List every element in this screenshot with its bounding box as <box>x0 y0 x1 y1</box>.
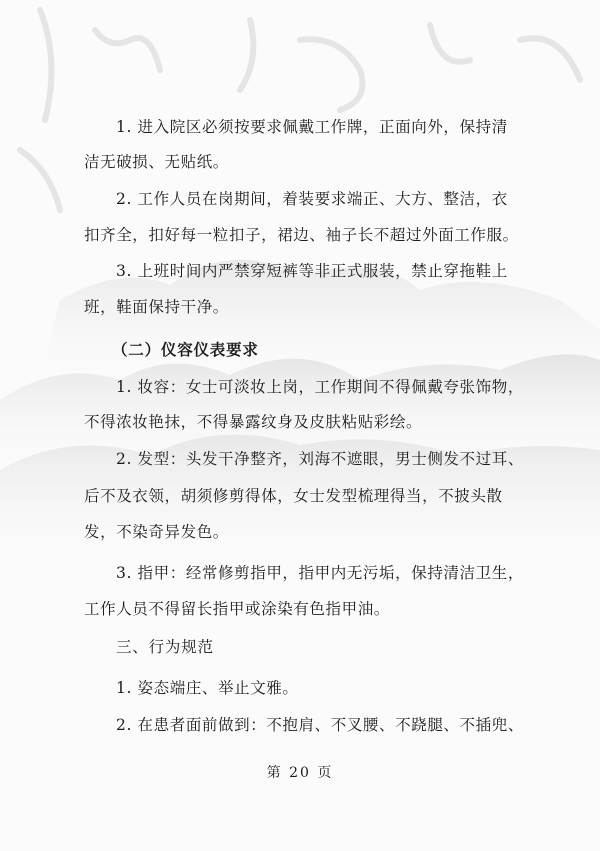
paragraph-line: 工作人员不得留长指甲或涂染有色指甲油。 <box>84 600 390 618</box>
paragraph-line: 2. 工作人员在岗期间，着装要求端正、大方、整洁，衣 <box>116 190 508 208</box>
page-number: 第 20 页 <box>266 765 334 781</box>
paragraph-line: 3. 指甲：经常修剪指甲，指甲内无污垢，保持清洁卫生， <box>116 564 524 582</box>
paragraph-line: 扣齐全，扣好每一粒扣子，裙边、袖子长不超过外面工作服。 <box>84 226 519 244</box>
paragraph-line: 不得浓妆艳抹，不得暴露纹身及皮肤粘贴彩绘。 <box>84 413 423 431</box>
paragraph-line: 发，不染奇异发色。 <box>84 523 229 541</box>
paragraph-line: 班，鞋面保持干净。 <box>84 298 229 316</box>
subheading: （二）仪容仪表要求 <box>112 341 259 359</box>
paragraph-line: 1. 姿态端庄、举止文雅。 <box>116 679 299 697</box>
paragraph-line: 1. 进入院区必须按要求佩戴工作牌，正面向外，保持清 <box>116 118 508 136</box>
paragraph-line: 2. 发型：头发干净整齐，刘海不遮眼，男士侧发不过耳、 <box>116 450 524 468</box>
paragraph-line: 后不及衣领，胡须修剪得体，女士发型梳理得当，不披头散 <box>84 487 503 505</box>
section-heading: 三、行为规范 <box>116 638 214 656</box>
paragraph-line: 洁无破损、无贴纸。 <box>84 153 229 171</box>
paragraph-line: 2. 在患者面前做到：不抱肩、不叉腰、不跷腿、不插兜、 <box>116 716 524 734</box>
paragraph-line: 3. 上班时间内严禁穿短裤等非正式服装，禁止穿拖鞋上 <box>116 262 508 280</box>
paragraph-line: 1. 妆容：女士可淡妆上岗，工作期间不得佩戴夸张饰物， <box>116 378 524 396</box>
